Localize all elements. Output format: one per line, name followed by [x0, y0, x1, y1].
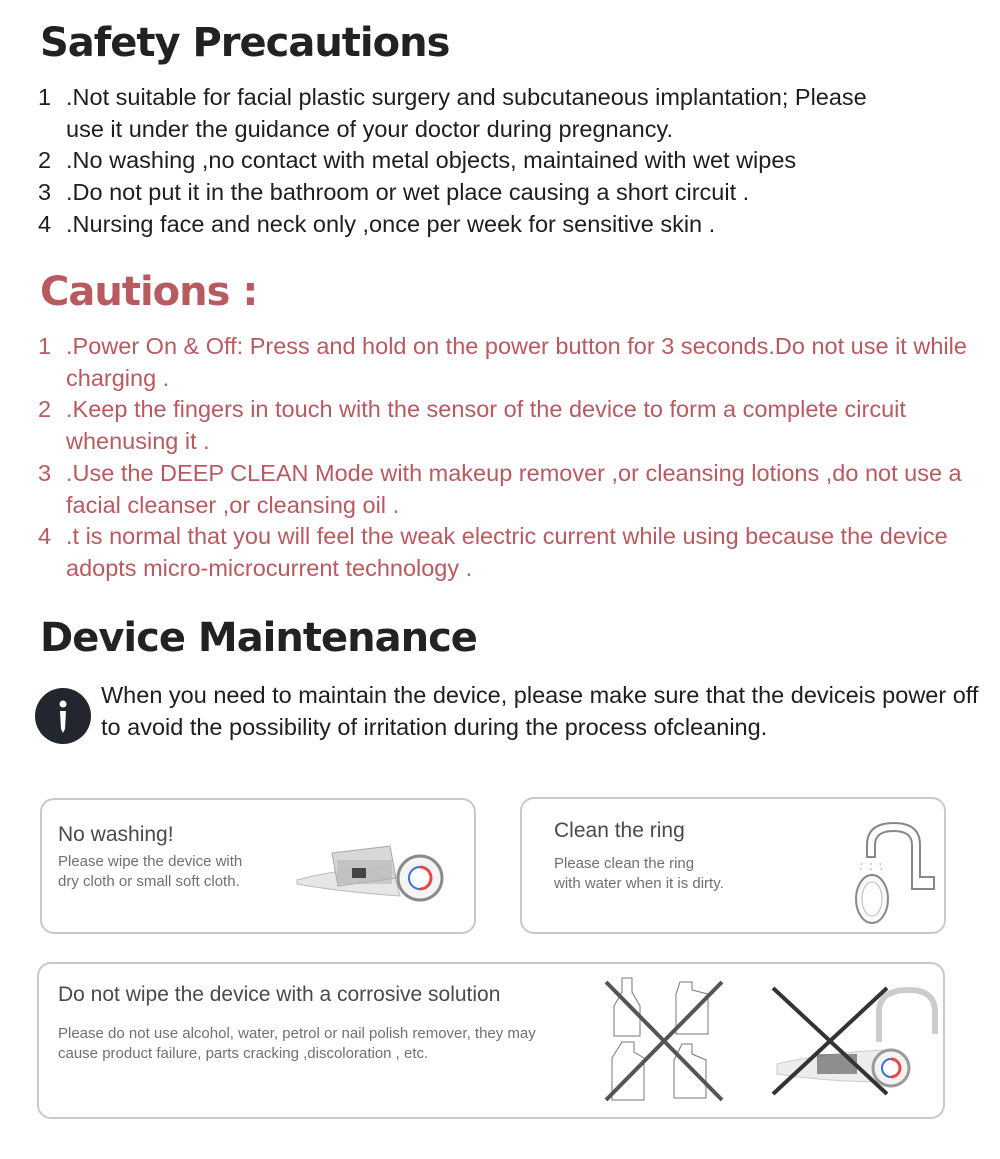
- card-desc: Please do not use alcohol, water, petrol or nail polish remover, they may cause product failure, parts cracking ,discoloration , etc.: [58, 1025, 536, 1062]
- list-item: 4 .t is normal that you will feel the weak electric current while using because the device adopts micro-microcurrent technology .: [38, 523, 948, 581]
- device-cloth-image: [292, 838, 452, 908]
- card-desc: Please wipe the device with dry cloth or small soft cloth.: [58, 853, 243, 890]
- corrosive-card: [37, 962, 945, 1119]
- maintenance-note: When you need to maintain the device, please make sure that the deviceis power off to avoid the possibility of irritation during the process ofcleaning.: [101, 682, 979, 740]
- chemical-bottles-image: [604, 974, 724, 1106]
- list-item: 1 .Power On & Off: Press and hold on the power button for 3 seconds.Do not use it while charging .: [38, 333, 967, 391]
- list-item: 3 .Do not put it in the bathroom or wet place causing a short circuit .: [38, 179, 750, 206]
- card-title: Clean the ring: [554, 819, 685, 842]
- no-washing-card: [40, 798, 476, 934]
- cautions-title: Cautions :: [40, 269, 258, 315]
- faucet-ring-image: [842, 817, 942, 929]
- card-title: Do not wipe the device with a corrosive solution: [58, 983, 501, 1006]
- cautions-list: [38, 331, 983, 585]
- card-title: No washing!: [58, 823, 174, 846]
- safety-list: [38, 82, 878, 241]
- info-icon: [35, 688, 91, 744]
- list-item: 4 .Nursing face and neck only ,once per week for sensitive skin .: [38, 210, 716, 237]
- clean-ring-card: [520, 797, 946, 934]
- wet-device-image: [769, 982, 941, 1100]
- list-item: 2 .Keep the fingers in touch with the sensor of the device to form a complete circuit whenusing it .: [38, 396, 906, 455]
- list-item: 3 .Use the DEEP CLEAN Mode with makeup remover ,or cleansing lotions ,do not use a facial cleanser ,or cleansing oil .: [38, 459, 962, 518]
- maintenance-title: Device Maintenance: [40, 615, 477, 661]
- list-item: 1 .Not suitable for facial plastic surgery and subcutaneous implantation; Please use it under the guidance of your doctor during pregnancy.: [38, 84, 867, 142]
- card-desc: Please clean the ring with water when it is dirty.: [554, 855, 724, 892]
- list-item: 2 .No washing ,no contact with metal objects, maintained with wet wipes: [38, 147, 797, 174]
- safety-title: Safety Precautions: [40, 20, 450, 66]
